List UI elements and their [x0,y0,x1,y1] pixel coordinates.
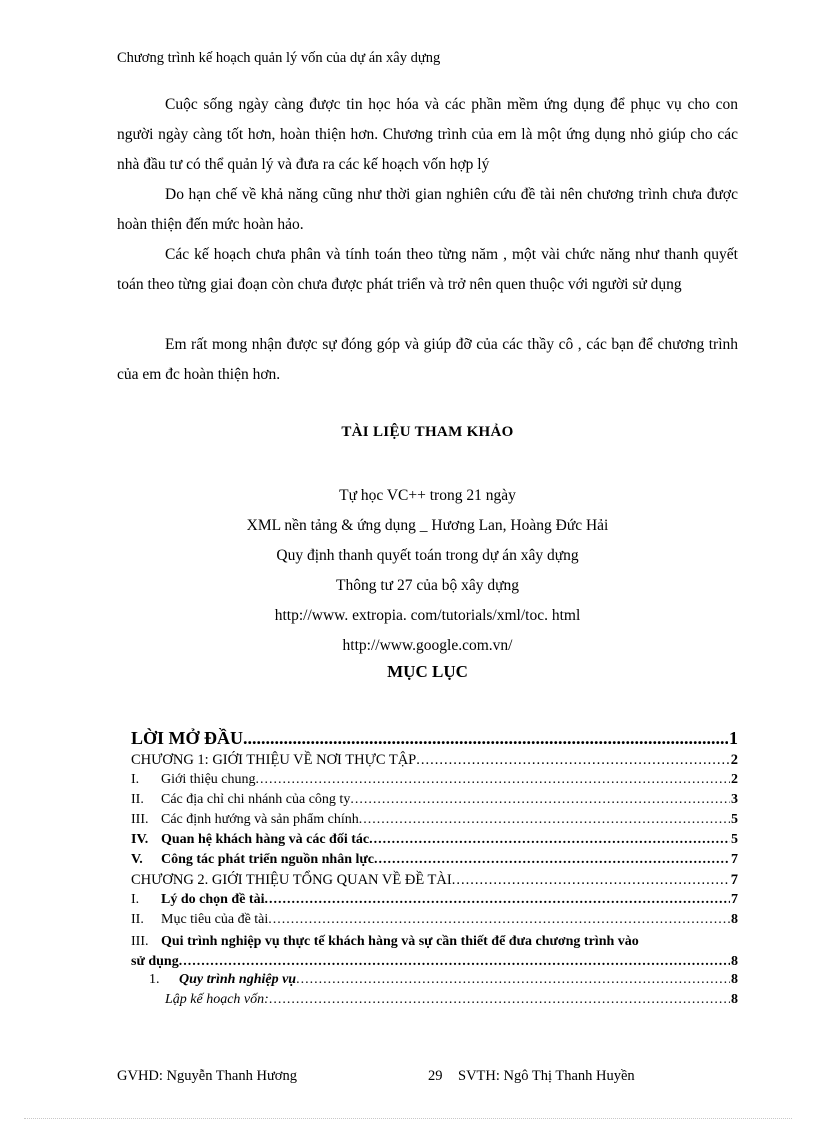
toc-entry-chapter-2[interactable]: CHƯƠNG 2. GIỚI THIỆU TỔNG QUAN VỀ ĐỀ TÀI ..... 7 [131,872,738,892]
toc-entry-intro[interactable]: LỜI MỞ ĐẦU ..... 1 [131,728,738,752]
paragraph-3: Các kế hoạch chưa phân và tính toán theo từng năm , một vài chức năng như thanh quyết toán theo từng giai đoạn còn chưa được phát triển và trở nên quen thuộc với người sử dụng [117,246,738,293]
toc-entry[interactable]: II. Mục tiêu của đề tài ..... 8 [131,912,738,932]
reference-item: XML nền tảng & ứng dụng _ Hương Lan, Hoàng Đức Hải [246,517,609,534]
reference-item: Tự học VC++ trong 21 ngày [339,487,516,504]
paragraph-2: Do hạn chế về khả năng cũng như thời gian nghiên cứu đề tài nên chương trình chưa được hoàn thiện đến mức hoàn hảo. [117,186,738,233]
references-title: TÀI LIỆU THAM KHẢO [341,424,514,440]
toc-entry[interactable]: II. Các địa chỉ chi nhánh của công ty ..... 3 [131,792,738,812]
toc-entry[interactable]: V. Công tác phát triển nguồn nhân lực ..... 7 [131,852,738,872]
running-header: Chương trình kế hoạch quản lý vốn của dự án xây dựng [117,50,441,66]
toc-entry[interactable]: IV. Quan hệ khách hàng và các đối tác ..... 5 [131,832,738,852]
table-of-contents [131,728,738,1012]
reference-link: http://www.google.com.vn/ [342,637,513,654]
toc-entry-subsubsection[interactable]: Lập kế hoạch vốn: ..... 8 [131,992,738,1012]
toc-entry[interactable]: I. Lý do chọn đề tài ..... 7 [131,892,738,912]
reference-link: http://www. extropia. com/tutorials/xml/toc. html [274,607,581,624]
footer-student: SVTH: Ngô Thị Thanh Huyền [458,1068,635,1084]
paragraph-1: Cuộc sống ngày càng được tin học hóa và các phần mềm ứng dụng để phục vụ cho con người ngày càng tốt hơn, hoàn thiện hơn. Chương trình của em là một ứng dụng nhỏ giúp cho các nhà đầu tư có thể quản lý và đưa ra các kế hoạch vốn hợp lý [117,96,738,173]
page-border [24,1118,792,1119]
reference-item: Thông tư 27 của bộ xây dựng [336,577,519,594]
toc-entry-wrapped[interactable] [131,932,738,972]
reference-item: Quy định thanh quyết toán trong dự án xây dựng [276,547,579,564]
page-number: 29 [428,1068,443,1084]
toc-entry-line: sử dụng ..... 8 [131,952,738,972]
footer-advisor: GVHD: Nguyễn Thanh Hương [117,1068,297,1084]
toc-entry[interactable]: I. Giới thiệu chung ..... 2 [131,772,738,792]
toc-entry-chapter-1[interactable]: CHƯƠNG 1: GIỚI THIỆU VỀ NƠI THỰC TẬP ..... 2 [131,752,738,772]
paragraph-4: Em rất mong nhận được sự đóng góp và giúp đỡ của các thầy cô , các bạn để chương trình của em đc hoàn thiện hơn. [117,336,738,383]
toc-entry-line: III. Qui trình nghiệp vụ thực tế khách hàng và sự cần thiết để đưa chương trình vào [131,934,639,949]
toc-title: MỤC LỤC [387,662,468,681]
toc-entry[interactable]: III. Các định hướng và sản phẩm chính ..... 5 [131,812,738,832]
references-list [117,481,738,661]
toc-entry-subsection[interactable]: 1. Quy trình nghiệp vụ ..... 8 [131,972,738,992]
